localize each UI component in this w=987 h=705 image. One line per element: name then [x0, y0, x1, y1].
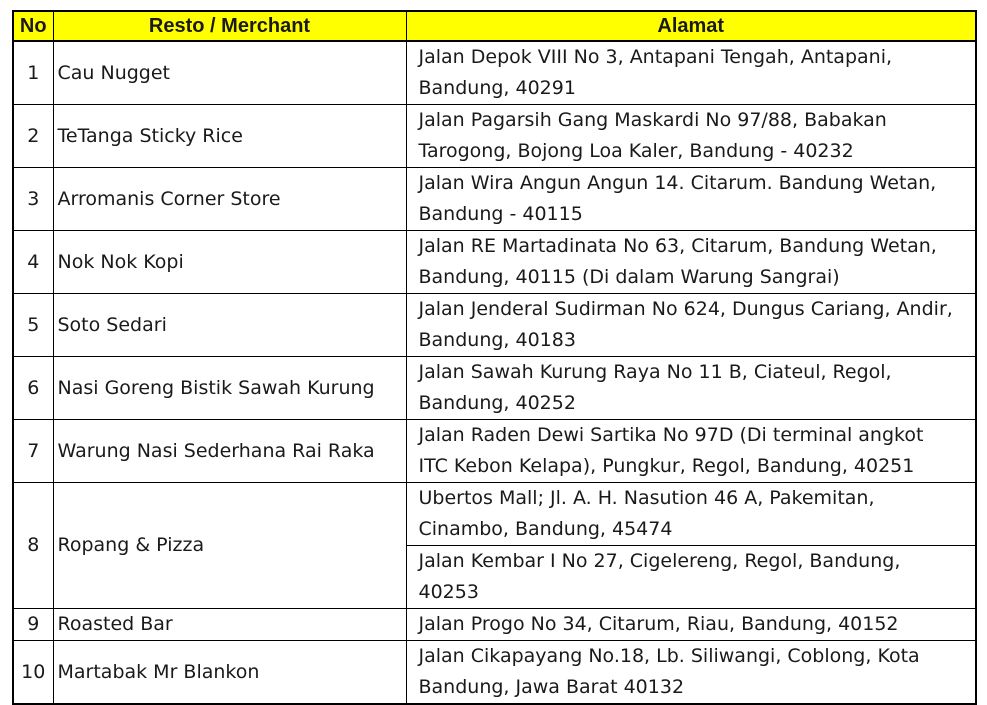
address-line: Ubertos Mall; Jl. A. H. Nasution 46 A, Pakemitan,	[418, 487, 875, 509]
address-line: Jalan RE Martadinata No 63, Citarum, Bandung Wetan,	[418, 235, 937, 257]
merchant-name: Cau Nugget	[53, 41, 406, 105]
address-line: Jalan Jenderal Sudirman No 624, Dungus Cariang, Andir,	[418, 298, 953, 320]
address-line: Jalan Depok VIII No 3, Antapani Tengah, Antapani,	[418, 46, 893, 68]
row-number: 10	[13, 641, 53, 705]
table-row	[13, 294, 976, 357]
row-number: 5	[13, 294, 53, 357]
address-line: Jalan Sawah Kurung Raya No 11 B, Ciateul, Regol,	[418, 361, 892, 383]
address-line: Bandung, Jawa Barat 40132	[418, 676, 685, 698]
address-line: Jalan Raden Dewi Sartika No 97D (Di terminal angkot	[418, 424, 924, 446]
merchant-address	[406, 546, 976, 609]
row-number: 1	[13, 41, 53, 105]
address-line: Bandung, 40115 (Di dalam Warung Sangrai)	[418, 266, 840, 288]
merchant-address	[406, 357, 976, 420]
address-line: Jalan Pagarsih Gang Maskardi No 97/88, Babakan	[418, 109, 887, 131]
table-row	[13, 609, 976, 641]
row-number: 7	[13, 420, 53, 483]
merchant-address	[406, 231, 976, 294]
merchant-name: Arromanis Corner Store	[53, 168, 406, 231]
table-row	[13, 357, 976, 420]
merchant-table	[12, 10, 977, 705]
merchant-name: Nasi Goreng Bistik Sawah Kurung	[53, 357, 406, 420]
row-number: 4	[13, 231, 53, 294]
merchant-name: Roasted Bar	[53, 609, 406, 641]
address-line: Bandung, 40183	[418, 329, 576, 351]
address-line: 40253	[418, 581, 479, 603]
address-line: Bandung, 40252	[418, 392, 576, 414]
merchant-name: TeTanga Sticky Rice	[53, 105, 406, 168]
merchant-address	[406, 41, 976, 105]
merchant-name: Nok Nok Kopi	[53, 231, 406, 294]
row-number: 2	[13, 105, 53, 168]
row-number: 8	[13, 483, 53, 609]
row-number: 9	[13, 609, 53, 641]
merchant-name: Martabak Mr Blankon	[53, 641, 406, 705]
merchant-name: Ropang & Pizza	[53, 483, 406, 609]
address-line: Tarogong, Bojong Loa Kaler, Bandung - 40232	[418, 140, 854, 162]
table-row	[13, 105, 976, 168]
table-row	[13, 641, 976, 705]
table-row	[13, 420, 976, 483]
table-row	[13, 231, 976, 294]
table-row	[13, 483, 976, 546]
merchant-address	[406, 294, 976, 357]
merchant-address	[406, 105, 976, 168]
merchant-address	[406, 483, 976, 546]
table-row	[13, 41, 976, 105]
header-name: Resto / Merchant	[53, 11, 406, 41]
merchant-name: Soto Sedari	[53, 294, 406, 357]
row-number: 6	[13, 357, 53, 420]
table-body	[13, 41, 976, 704]
table-row	[13, 168, 976, 231]
merchant-name: Warung Nasi Sederhana Rai Raka	[53, 420, 406, 483]
address-line: Jalan Kembar I No 27, Cigelereng, Regol, Bandung,	[418, 550, 901, 572]
header-address: Alamat	[406, 11, 976, 41]
address-line: Jalan Progo No 34, Citarum, Riau, Bandung, 40152	[418, 613, 899, 635]
merchant-address	[406, 609, 976, 641]
address-line: ITC Kebon Kelapa), Pungkur, Regol, Bandung, 40251	[418, 455, 915, 477]
address-line: Jalan Wira Angun Angun 14. Citarum. Bandung Wetan,	[418, 172, 937, 194]
header-no: No	[13, 11, 53, 41]
address-line: Bandung - 40115	[418, 203, 583, 225]
address-line: Jalan Cikapayang No.18, Lb. Siliwangi, Coblong, Kota	[418, 645, 920, 667]
row-number: 3	[13, 168, 53, 231]
merchant-address	[406, 420, 976, 483]
header-row	[13, 11, 976, 41]
address-line: Cinambo, Bandung, 45474	[418, 518, 673, 540]
merchant-address	[406, 641, 976, 705]
address-line: Bandung, 40291	[418, 77, 576, 99]
merchant-address	[406, 168, 976, 231]
